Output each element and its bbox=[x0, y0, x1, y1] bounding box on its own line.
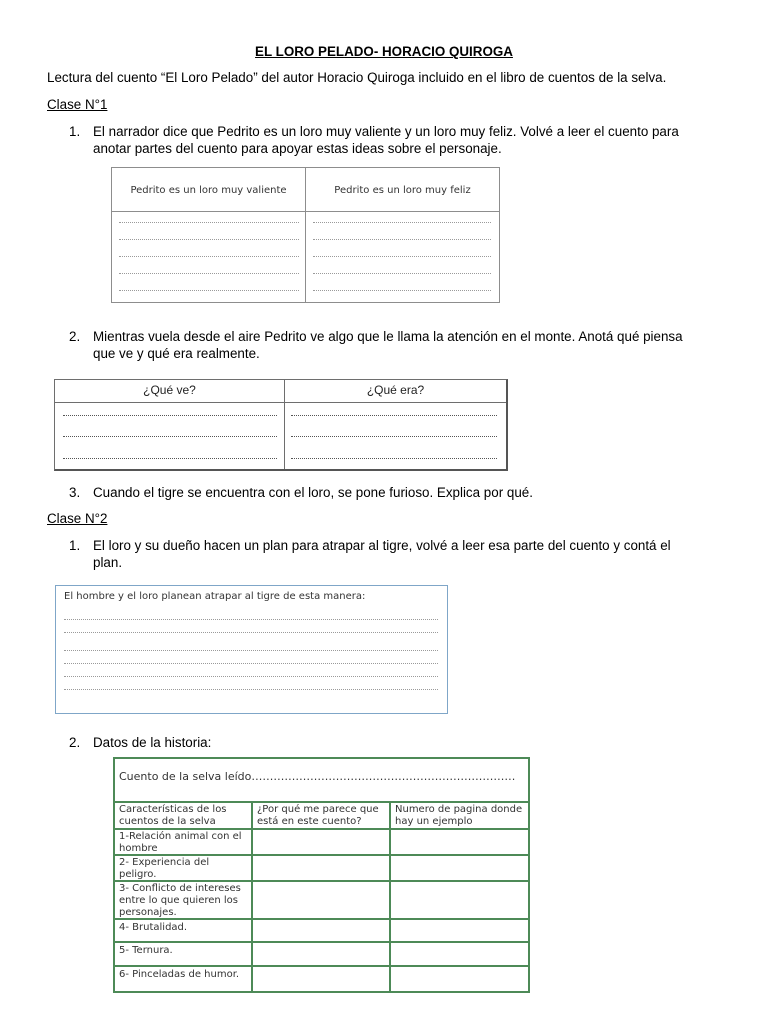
row-label-5: 5- Ternura. bbox=[119, 945, 173, 956]
clase2-q2-number: 2. bbox=[69, 735, 81, 750]
row-label-2: 2- Experiencia del peligro. bbox=[119, 857, 210, 880]
clase2-q1-line1: El loro y su dueño hacen un plan para atrapar al tigre, volvé a leer esa parte del cuento y contá el bbox=[93, 538, 671, 553]
clase1-q2-number: 2. bbox=[69, 329, 81, 344]
plan-box-label: El hombre y el loro planean atrapar al tigre de esta manera: bbox=[64, 591, 366, 602]
intro-text: Lectura del cuento “El Loro Pelado” del autor Horacio Quiroga incluido en el libro de cuentos de la selva. bbox=[47, 70, 667, 85]
header-caracteristicas: Características de los cuentos de la selva bbox=[119, 804, 227, 827]
table1-header-feliz: Pedrito es un loro muy feliz bbox=[334, 185, 471, 196]
clase1-q1-line2: anotar partes del cuento para apoyar estas ideas sobre el personaje. bbox=[93, 141, 502, 156]
cuento-leido-line: Cuento de la selva leído……………………………………………………………… bbox=[119, 770, 516, 783]
clase1-heading: Clase N°1 bbox=[47, 97, 108, 112]
clase1-q1-number: 1. bbox=[69, 124, 81, 139]
clase1-q1-line1: El narrador dice que Pedrito es un loro muy valiente y un loro muy feliz. Volvé a leer el cuento para bbox=[93, 124, 679, 139]
clase1-q3-number: 3. bbox=[69, 485, 81, 500]
row-label-1: 1-Relación animal con el hombre bbox=[119, 831, 242, 854]
row-label-4: 4- Brutalidad. bbox=[119, 922, 188, 933]
clase2-heading: Clase N°2 bbox=[47, 511, 108, 526]
plan-answer-box bbox=[55, 585, 448, 714]
clase2-q1-line2: plan. bbox=[93, 555, 123, 570]
table2-header-que-ve: ¿Qué ve? bbox=[143, 383, 196, 397]
clase1-q3-text: Cuando el tigre se encuentra con el loro, se pone furioso. Explica por qué. bbox=[93, 485, 533, 500]
row-label-6: 6- Pinceladas de humor. bbox=[119, 969, 240, 980]
document-title: EL LORO PELADO- HORACIO QUIROGA bbox=[255, 44, 513, 59]
row-label-3: 3- Conflicto de intereses entre lo que quieren los personajes. bbox=[119, 883, 241, 918]
clase2-q2-text: Datos de la historia: bbox=[93, 735, 212, 750]
clase2-q1-number: 1. bbox=[69, 538, 81, 553]
table2-header-que-era: ¿Qué era? bbox=[366, 383, 425, 397]
que-ve-que-era-table bbox=[54, 379, 508, 471]
clase1-q2-line2: que ve y qué era realmente. bbox=[93, 346, 260, 361]
header-numero-pagina: Numero de pagina donde hay un ejemplo bbox=[395, 804, 523, 827]
table1-header-valiente: Pedrito es un loro muy valiente bbox=[130, 185, 287, 196]
datos-historia-table bbox=[113, 757, 530, 993]
valiente-feliz-table bbox=[111, 167, 500, 303]
header-por-que: ¿Por qué me parece que está en este cuento? bbox=[257, 804, 379, 827]
clase1-q2-line1: Mientras vuela desde el aire Pedrito ve algo que le llama la atención en el monte. Anotá qué piensa bbox=[93, 329, 683, 344]
